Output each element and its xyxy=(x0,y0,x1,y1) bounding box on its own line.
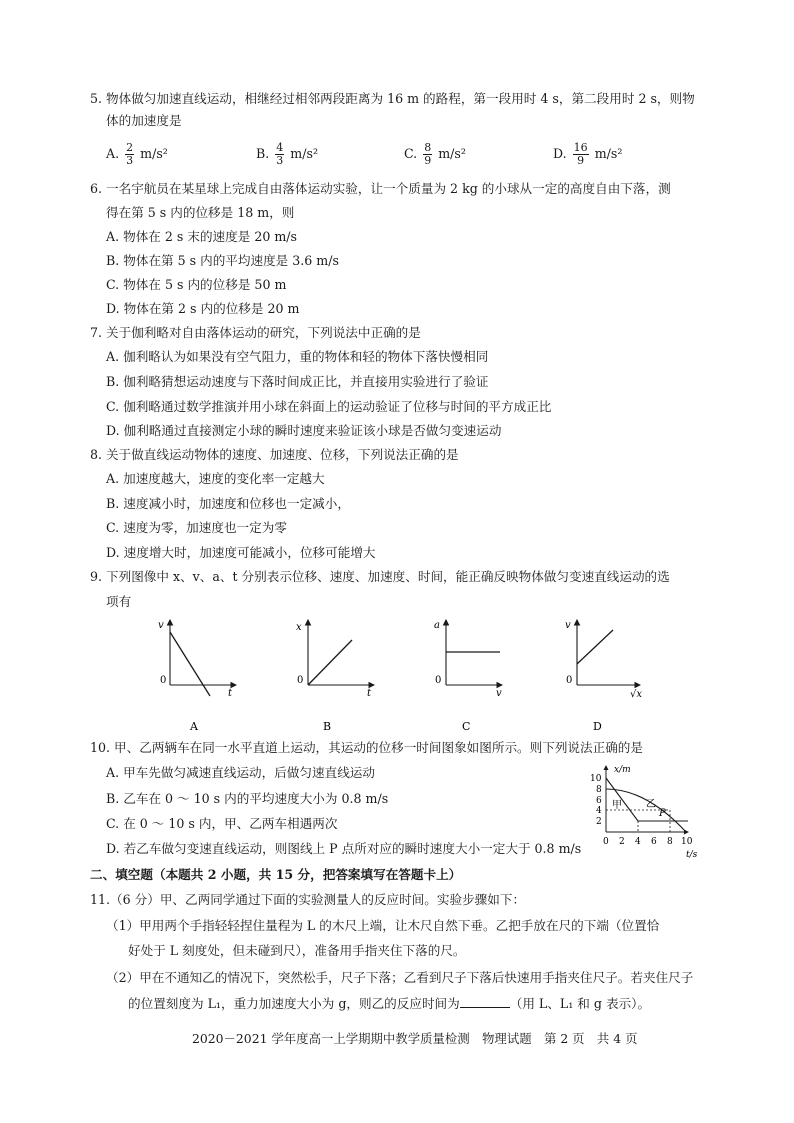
q10-label-jia: 甲 xyxy=(612,800,622,811)
q10-option-b[interactable]: B. 乙车在 0 ～ 10 s 内的平均速度大小为 0.8 m/s xyxy=(106,791,389,806)
q10-ytick: 8 xyxy=(596,785,602,795)
graph-d xyxy=(565,620,642,733)
graph-a xyxy=(158,620,236,733)
q10-xlabel: t/s xyxy=(686,850,698,860)
q9-stem-line2: 项有 xyxy=(106,594,132,609)
graph-c-caption: C xyxy=(462,720,471,733)
q11-step2-line2: 的位置刻度为 L₁，重力加速度大小为 g，则乙的反应时间为 （用 L、L₁ 和 g 表示）。 xyxy=(128,996,651,1011)
q5-option-a[interactable]: A. $\frac{2}{3}$ m/s² xyxy=(106,141,168,167)
q10-ylabel: x/m xyxy=(614,765,631,775)
q6-stem-line1: 6. 一名宇航员在某星球上完成自由落体运动实验，让一个质量为 2 kg 的小球从一定的高度自由下落，测 xyxy=(90,181,671,196)
q5-option-c[interactable]: C. $\frac{8}{9}$ m/s² xyxy=(404,141,466,167)
q10-ytick: 4 xyxy=(596,806,602,816)
q10-label-yi: 乙 xyxy=(646,799,656,810)
graph-c-xlabel: v xyxy=(496,688,502,699)
q10-ytick: 10 xyxy=(590,774,602,784)
graph-a-xlabel: t xyxy=(228,688,233,699)
q10-label-p: P xyxy=(659,808,666,819)
q5-stem-line1: 5. 物体做匀加速直线运动，相继经过相邻两段距离为 16 m 的路程，第一段用时 4 s，第二段用时 2 s，则物 xyxy=(90,91,695,106)
graph-b xyxy=(296,620,374,733)
q11-stem: 11.（6 分）甲、乙两同学通过下面的实验测量人的反应时间。实验步骤如下： xyxy=(90,892,526,907)
q8-option-a[interactable]: A. 加速度越大，速度的变化率一定越大 xyxy=(106,471,325,486)
q10-stem: 10. 甲、乙两辆车在同一水平直道上运动，其运动的位移一时间图象如图所示。则下列说法正确的是 xyxy=(90,740,643,755)
q8-option-c[interactable]: C. 速度为零，加速度也一定为零 xyxy=(106,520,287,535)
graph-c-ylabel: a xyxy=(434,620,440,631)
graph-c xyxy=(434,620,502,733)
q10-xtick: 4 xyxy=(635,837,641,847)
graph-b-xlabel: t xyxy=(367,688,372,699)
graph-d-line xyxy=(577,630,613,664)
q10-option-c[interactable]: C. 在 0 ～ 10 s 内，甲、乙两车相遇两次 xyxy=(106,816,338,831)
q10-xtick: 6 xyxy=(651,837,657,847)
graph-d-ylabel: v xyxy=(565,620,571,631)
q11-step1-line2: 好处于 L 刻度处，但未碰到尺），准备用手指夹住下落的尺。 xyxy=(128,943,466,958)
q6-option-d[interactable]: D. 物体在第 2 s 内的位移是 20 m xyxy=(106,301,300,316)
q5-a-den: 3 xyxy=(126,154,134,167)
q10-xtick: 2 xyxy=(619,837,625,847)
q10-xtick: 10 xyxy=(681,837,693,847)
page-footer: 2020－2021 学年度高一上学期期中教学质量检测 物理试题 第 2 页 共 4 页 xyxy=(192,1031,638,1046)
q5-option-b[interactable]: B. $\frac{4}{3}$ m/s² xyxy=(256,141,318,167)
q10-ytick: 2 xyxy=(596,817,602,827)
q10-graph xyxy=(588,762,698,862)
q7-option-c[interactable]: C. 伽利略通过数学推演并用小球在斜面上的运动验证了位移与时间的平方成正比 xyxy=(106,399,552,414)
graph-b-origin: 0 xyxy=(297,675,304,686)
graph-a-ylabel: v xyxy=(158,620,164,631)
graph-a-caption: A xyxy=(190,720,198,733)
q11-step1-line1: （1）甲用两个手指轻轻捏住量程为 L 的木尺上端，让木尺自然下垂。乙把手放在尺的下端（位置恰 xyxy=(106,918,660,933)
q11-step2-line1: （2）甲在不通知乙的情况下，突然松手，尺子下落；乙看到尺子下落后快速用手指夹住尺子。若夹住尺子 xyxy=(106,970,694,985)
q5-stem-line2: 体的加速度是 xyxy=(106,113,182,128)
q6-stem-line2: 得在第 5 s 内的位移是 18 m，则 xyxy=(106,205,295,220)
q5-a-unit: m/s² xyxy=(140,146,168,161)
graph-d-origin: 0 xyxy=(566,675,573,686)
graph-a-line xyxy=(170,632,210,696)
q5-a-num: 2 xyxy=(126,141,134,154)
graph-d-xlabel: √x xyxy=(630,689,643,700)
q10-option-d[interactable]: D. 若乙车做匀变速直线运动，则图线上 P 点所对应的瞬时速度大小一定大于 0.8 m/s xyxy=(106,841,582,856)
q10-xtick: 0 xyxy=(603,837,609,847)
q9-graphs xyxy=(0,610,794,740)
q10-ytick: 6 xyxy=(596,796,602,806)
graph-a-origin: 0 xyxy=(160,675,167,686)
graph-b-line xyxy=(308,640,352,685)
q10-xtick: 8 xyxy=(667,837,673,847)
q8-option-b[interactable]: B. 速度减小时，加速度和位移也一定减小， xyxy=(106,496,350,511)
section2-title: 二、填空题（本题共 2 小题，共 15 分，把答案填写在答题卡上） xyxy=(90,867,462,882)
q6-option-c[interactable]: C. 物体在 5 s 内的位移是 50 m xyxy=(106,277,287,292)
graph-d-caption: D xyxy=(593,720,602,733)
q6-option-b[interactable]: B. 物体在第 5 s 内的平均速度是 3.6 m/s xyxy=(106,253,339,268)
q7-option-a[interactable]: A. 伽利略认为如果没有空气阻力，重的物体和轻的物体下落快慢相同 xyxy=(106,349,489,364)
q7-stem: 7. 关于伽利略对自由落体运动的研究，下列说法中正确的是 xyxy=(90,325,421,340)
q5-option-d[interactable]: D. $\frac{16}{9}$ m/s² xyxy=(553,141,623,167)
graph-c-origin: 0 xyxy=(435,675,442,686)
q6-option-a[interactable]: A. 物体在 2 s 末的速度是 20 m/s xyxy=(106,229,298,244)
q7-option-b[interactable]: B. 伽利略猜想运动速度与下落时间成正比，并直接用实验进行了验证 xyxy=(106,374,489,389)
q7-option-d[interactable]: D. 伽利略通过直接测定小球的瞬时速度来验证该小球是否做匀变速运动 xyxy=(106,423,502,438)
graph-b-ylabel: x xyxy=(296,622,302,633)
q8-stem: 8. 关于做直线运动物体的速度、加速度、位移，下列说法正确的是 xyxy=(90,447,459,462)
graph-b-caption: B xyxy=(323,720,332,733)
q8-option-d[interactable]: D. 速度增大时，加速度可能减小，位移可能增大 xyxy=(106,545,376,560)
q10-option-a[interactable]: A. 甲车先做匀减速直线运动，后做匀速直线运动 xyxy=(106,765,375,780)
answer-blank[interactable] xyxy=(460,995,510,1008)
q9-stem-line1: 9. 下列图像中 x、v、a、t 分别表示位移、速度、加速度、时间，能正确反映物体做匀变速直线运动的选 xyxy=(90,569,670,584)
